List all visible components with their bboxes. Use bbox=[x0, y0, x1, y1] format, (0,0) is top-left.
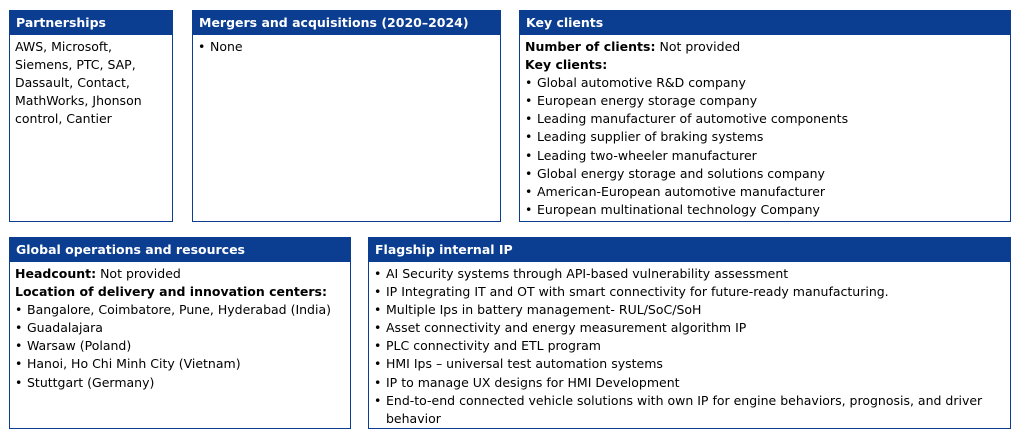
mergers-list bbox=[198, 38, 494, 56]
list-item: • Global energy storage and solutions company bbox=[525, 165, 1004, 183]
list-item: • Guadalajara bbox=[15, 319, 344, 337]
mergers-body bbox=[193, 35, 500, 56]
list-item: • European energy storage company bbox=[525, 92, 1004, 110]
global-ops-body bbox=[10, 262, 350, 392]
locations-list bbox=[15, 301, 344, 391]
partnerships-body bbox=[10, 35, 172, 128]
key-clients-header: Key clients bbox=[520, 11, 1010, 35]
key-clients-body bbox=[520, 35, 1010, 219]
number-of-clients bbox=[525, 38, 1004, 56]
key-clients-list bbox=[525, 74, 1004, 219]
list-item: • None bbox=[198, 38, 494, 56]
global-ops-card bbox=[9, 237, 351, 429]
list-item: • AI Security systems through API-based vulnerability assessment bbox=[374, 265, 1004, 283]
list-item: • Multiple Ips in battery management- RUL/SoC/SoH bbox=[374, 301, 1004, 319]
list-item: • Hanoi, Ho Chi Minh City (Vietnam) bbox=[15, 355, 344, 373]
list-item: • IP to manage UX designs for HMI Development bbox=[374, 374, 1004, 392]
flagship-ip-body bbox=[369, 262, 1010, 428]
headcount-value: Not provided bbox=[100, 266, 181, 281]
list-item: • Global automotive R&D company bbox=[525, 74, 1004, 92]
flagship-ip-header: Flagship internal IP bbox=[369, 238, 1010, 262]
list-item: • Leading supplier of braking systems bbox=[525, 128, 1004, 146]
partnerships-card bbox=[9, 10, 173, 222]
list-item: • IP Integrating IT and OT with smart connectivity for future-ready manufacturing. bbox=[374, 283, 1004, 301]
locations-label: Location of delivery and innovation centers: bbox=[15, 284, 327, 300]
list-item: • Asset connectivity and energy measurement algorithm IP bbox=[374, 319, 1004, 337]
headcount bbox=[15, 265, 344, 283]
list-item: • Leading manufacturer of automotive components bbox=[525, 110, 1004, 128]
list-item: • Stuttgart (Germany) bbox=[15, 374, 344, 392]
list-item: • End-to-end connected vehicle solutions with own IP for engine behaviors, prognosis, and driver behavior bbox=[374, 392, 1004, 428]
list-item: • PLC connectivity and ETL program bbox=[374, 337, 1004, 355]
list-item: • European multinational technology Company bbox=[525, 201, 1004, 219]
number-of-clients-value: Not provided bbox=[659, 39, 741, 54]
number-of-clients-label: Number of clients: bbox=[525, 39, 656, 54]
mergers-header: Mergers and acquisitions (2020–2024) bbox=[193, 11, 500, 35]
key-clients-list-label: Key clients: bbox=[525, 57, 608, 73]
global-ops-header: Global operations and resources bbox=[10, 238, 350, 262]
partnerships-text: AWS, Microsoft, Siemens, PTC, SAP, Dassault, Contact, MathWorks, Jhonson control, Cantier bbox=[15, 39, 142, 127]
partnerships-header: Partnerships bbox=[10, 11, 172, 35]
headcount-label: Headcount: bbox=[15, 266, 97, 281]
flagship-ip-card bbox=[368, 237, 1011, 429]
mergers-card bbox=[192, 10, 501, 222]
key-clients-card bbox=[519, 10, 1011, 222]
list-item: • Bangalore, Coimbatore, Pune, Hyderabad (India) bbox=[15, 301, 344, 319]
list-item: • Warsaw (Poland) bbox=[15, 337, 344, 355]
list-item: • Leading two-wheeler manufacturer bbox=[525, 147, 1004, 165]
list-item: • HMI Ips – universal test automation systems bbox=[374, 355, 1004, 373]
list-item: • American-European automotive manufacturer bbox=[525, 183, 1004, 201]
flagship-ip-list bbox=[374, 265, 1004, 428]
